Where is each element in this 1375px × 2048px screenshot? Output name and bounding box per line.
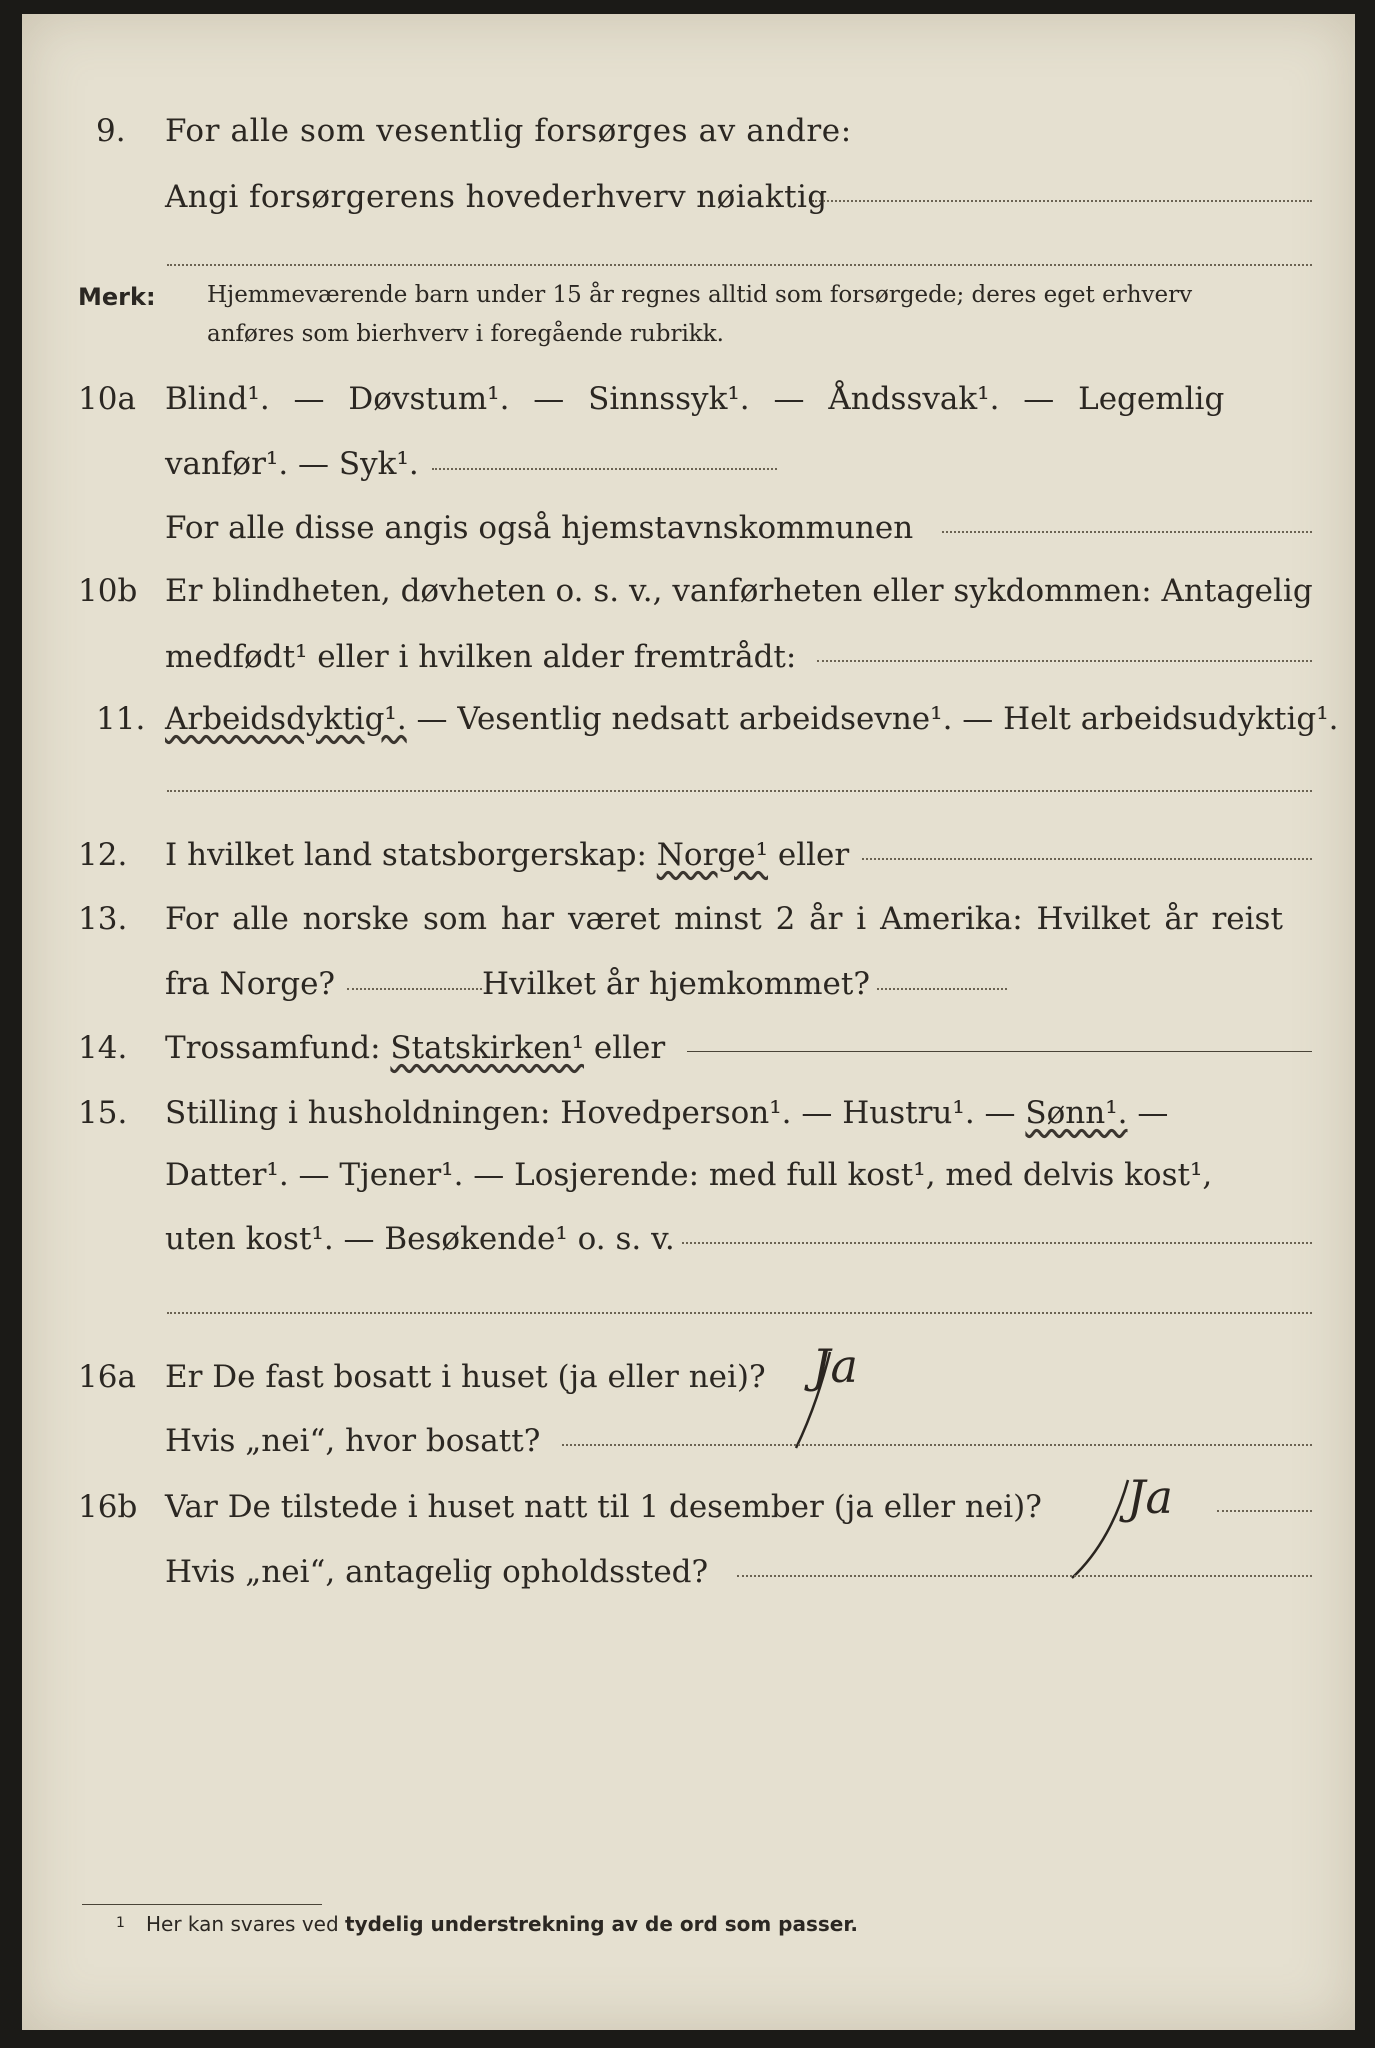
note-text: anføres som bierhverv i foregående rubrikk.	[207, 321, 724, 347]
question-text: Arbeidsdyktig¹. — Vesentlig nedsatt arbeidsevne¹. — Helt arbeidsudyktig¹.	[165, 701, 1339, 737]
handwriting-stroke	[1052, 1474, 1162, 1584]
census-form-page	[22, 14, 1355, 2030]
question-text: Blind¹. — Døvstum¹. — Sinnssyk¹. — Åndssvak¹. — Legemlig	[165, 381, 1225, 417]
question-text: Hvis „nei“, antagelig opholdssted?	[165, 1554, 709, 1590]
selected-option[interactable]: Arbeidsdyktig¹.	[165, 701, 407, 737]
answer-line[interactable]	[817, 660, 1312, 662]
answer-line[interactable]	[737, 1575, 1312, 1577]
question-number: 15.	[78, 1095, 128, 1131]
answer-line[interactable]	[1217, 1510, 1312, 1512]
selected-option[interactable]: Statskirken¹	[390, 1030, 584, 1066]
answer-line[interactable]	[682, 1242, 1312, 1244]
question-number: 12.	[78, 837, 128, 873]
question-text: Datter¹. — Tjener¹. — Losjerende: med full kost¹, med delvis kost¹,	[165, 1157, 1213, 1193]
note-label: Merk:	[78, 283, 156, 311]
answer-line[interactable]	[167, 1312, 1312, 1314]
question-text: Hvis „nei“, hvor bosatt?	[165, 1423, 541, 1459]
answer-line[interactable]	[812, 200, 1312, 202]
question-number: 13.	[78, 901, 128, 937]
handwriting-stroke	[782, 1344, 882, 1454]
question-number: 11.	[96, 701, 146, 737]
question-text: Er blindheten, døvheten o. s. v., vanførheten eller sykdommen: Antagelig	[165, 573, 1313, 609]
answer-line[interactable]	[347, 988, 482, 990]
handwritten-answer[interactable]: Ja	[812, 1339, 858, 1393]
selected-option[interactable]: Sønn¹.	[1025, 1095, 1128, 1131]
question-text: Var De tilstede i huset natt til 1 desember (ja eller nei)?	[165, 1489, 1042, 1525]
question-number: 16b	[78, 1489, 138, 1525]
answer-line[interactable]	[942, 531, 1312, 533]
question-text: uten kost¹. — Besøkende¹ o. s. v.	[165, 1221, 675, 1257]
selected-option[interactable]: Norge¹	[656, 837, 769, 873]
note-text: Hjemmeværende barn under 15 år regnes alltid som forsørgede; deres eget erhverv	[207, 282, 1193, 308]
question-text: For alle som vesentlig forsørges av andre:	[165, 113, 852, 149]
question-text: For alle disse angis også hjemstavnskommunen	[165, 510, 914, 546]
question-text: fra Norge?	[165, 966, 336, 1002]
answer-line[interactable]	[687, 1051, 1312, 1052]
question-number: 10b	[78, 573, 138, 609]
question-number: 14.	[78, 1030, 128, 1066]
question-text: Hvilket år hjemkommet?	[482, 966, 870, 1002]
question-number: 9.	[96, 113, 126, 149]
answer-line[interactable]	[562, 1444, 1312, 1446]
question-text: medfødt¹ eller i hvilken alder fremtrådt:	[165, 639, 797, 675]
question-text: vanfør¹. — Syk¹.	[165, 446, 419, 482]
handwritten-answer[interactable]: Ja	[1127, 1470, 1173, 1524]
question-number: 16a	[78, 1359, 136, 1395]
question-text: Angi forsørgerens hovederhverv nøiaktig	[165, 179, 828, 215]
question-number: 10a	[78, 381, 136, 417]
question-text: Er De fast bosatt i huset (ja eller nei)?	[165, 1359, 766, 1395]
question-text: For alle norske som har været minst 2 år i Amerika: Hvilket år reist	[165, 901, 1283, 937]
footnote-divider	[82, 1904, 322, 1905]
answer-line[interactable]	[877, 988, 1007, 990]
answer-line[interactable]	[432, 468, 777, 470]
question-text: Stilling i husholdningen: Hovedperson¹. — Hustru¹. — Sønn¹. —	[165, 1095, 1169, 1131]
answer-line[interactable]	[862, 858, 1312, 860]
question-text: I hvilket land statsborgerskap: Norge¹ eller	[165, 837, 850, 873]
footnote-mark: 1	[116, 1915, 125, 1931]
footnote-text: Her kan svares ved tydelig understrekning av de ord som passer.	[146, 1912, 858, 1936]
answer-line[interactable]	[167, 790, 1312, 792]
answer-line[interactable]	[167, 264, 1312, 266]
question-text: Trossamfund: Statskirken¹ eller	[165, 1030, 666, 1066]
